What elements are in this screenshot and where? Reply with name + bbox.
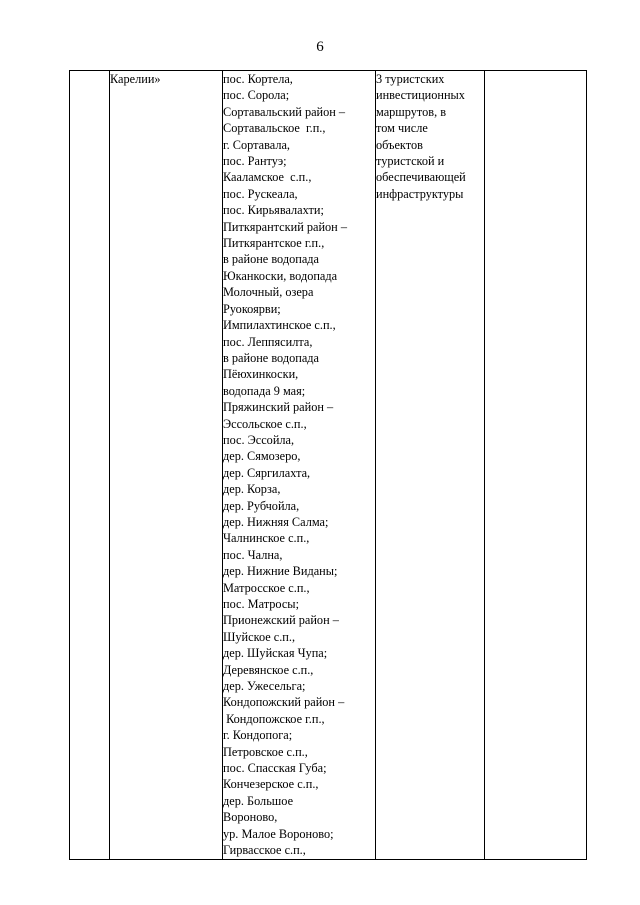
location-line: Сортавальский район –: [223, 104, 346, 119]
result-line: туристской и: [376, 154, 445, 169]
location-line: пос. Спасская Губа;: [223, 761, 327, 776]
location-line: пос. Леппясилта,: [223, 334, 313, 349]
location-line: пос. Эссойла,: [223, 432, 295, 447]
location-line: Петровское с.п.,: [223, 744, 308, 759]
location-line: водопада 9 мая;: [223, 383, 306, 398]
location-line: Вороново,: [223, 810, 278, 825]
location-line: дер. Нижняя Салма;: [223, 514, 329, 529]
result-line: 3 туристских: [376, 72, 445, 86]
cell-name: Карелии»: [110, 71, 223, 860]
location-line: дер. Нижние Виданы;: [223, 564, 338, 579]
location-line: Гирвасское с.п.,: [223, 843, 306, 858]
result-text: [376, 71, 484, 202]
location-line: г. Сортавала,: [223, 137, 291, 152]
location-line: Деревянское с.п.,: [223, 662, 314, 677]
cell-number: [70, 71, 110, 860]
location-line: дер. Сяргилахта,: [223, 465, 311, 480]
location-line: Шуйское с.п.,: [223, 629, 296, 644]
location-line: дер. Рубчойла,: [223, 498, 300, 513]
location-line: г. Кондопога;: [223, 728, 293, 743]
table-row: [70, 71, 587, 860]
location-line: в районе водопада: [223, 252, 320, 267]
location-line: Пряжинский район –: [223, 400, 334, 415]
result-line: маршрутов, в: [376, 104, 447, 119]
location-line: Юканкоски, водопада: [223, 268, 338, 283]
location-line: Пёюхинкоски,: [223, 367, 299, 382]
cell-extra: [485, 71, 587, 860]
location-line: в районе водопада: [223, 350, 320, 365]
location-line: Кончезерское с.п.,: [223, 777, 319, 792]
result-line: инфраструктуры: [376, 186, 464, 201]
location-line: Эссольское с.п.,: [223, 416, 307, 431]
location-line: дер. Большое: [223, 793, 294, 808]
result-line: инвестиционных: [376, 88, 465, 103]
location-line: Чалнинское с.п.,: [223, 531, 310, 546]
location-line: пос. Кортела,: [223, 72, 293, 86]
cell-locations: [223, 71, 376, 860]
location-line: Матросское с.п.,: [223, 580, 310, 595]
location-line: пос. Кирьявалахти;: [223, 203, 324, 218]
cell-result: [376, 71, 485, 860]
location-line: дер. Шуйская Чупа;: [223, 646, 328, 661]
location-line: Импилахтинское с.п.,: [223, 318, 336, 333]
location-line: Руокоярви;: [223, 301, 281, 316]
program-table: [69, 70, 587, 860]
result-line: объектов: [376, 137, 423, 152]
locations-list: [223, 71, 375, 859]
location-line: Кондопожское г.п.,: [223, 711, 325, 726]
location-line: Кааламское с.п.,: [223, 170, 312, 185]
result-line: том числе: [376, 121, 428, 136]
location-line: пос. Матросы;: [223, 597, 299, 611]
location-line: пос. Чална,: [223, 547, 283, 562]
page-number: 6: [316, 39, 324, 55]
location-line: Сортавальское г.п.,: [223, 121, 326, 136]
result-line: обеспечивающей: [376, 170, 466, 185]
location-line: дер. Ужесельга;: [223, 679, 306, 694]
location-line: Питкярантское г.п.,: [223, 236, 325, 251]
location-line: ур. Малое Вороново;: [223, 826, 334, 841]
location-line: Кондопожский район –: [223, 695, 345, 710]
location-line: Прионежский район –: [223, 613, 339, 628]
location-line: Молочный, озера: [223, 285, 314, 300]
location-line: дер. Сямозеро,: [223, 449, 301, 464]
location-line: Питкярантский район –: [223, 219, 347, 234]
location-line: пос. Рантуэ;: [223, 154, 287, 169]
location-line: пос. Рускеала,: [223, 186, 298, 201]
location-line: дер. Корза,: [223, 482, 281, 497]
location-line: пос. Сорола;: [223, 88, 290, 103]
